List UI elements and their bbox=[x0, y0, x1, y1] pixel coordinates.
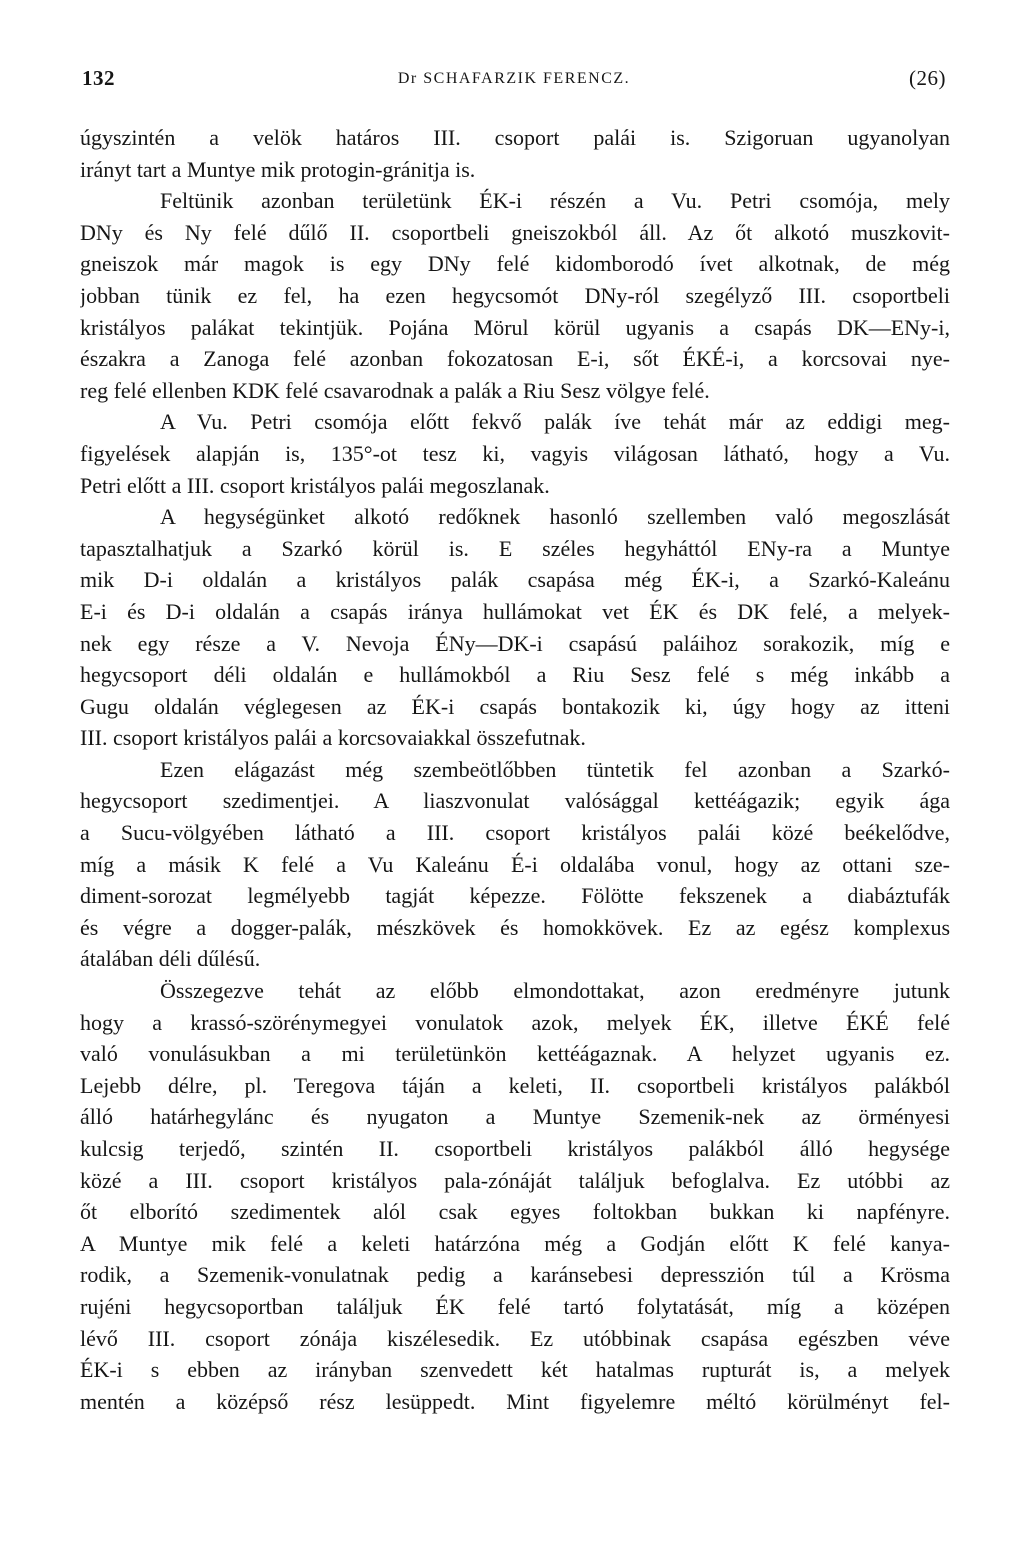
text-line: kristályos palákat tekintjük. Pojána Mörul körül ugyanis a csapás DK—ENy-i, bbox=[80, 314, 950, 340]
text-line: a Sucu-völgyében látható a III. csoport kristályos palái közé beékelődve, bbox=[80, 820, 950, 846]
text-line: jobban tünik ez fel, ha ezen hegycsomót DNy-ról szegélyző III. csoportbeli bbox=[80, 282, 950, 308]
text-line: mik D-i oldalán a kristályos palák csapása még ÉK-i, a Szarkó-Kaleánu bbox=[80, 567, 950, 593]
text-line: A Muntye mik felé a keleti határzóna még a Godján előtt K felé kanya- bbox=[80, 1230, 950, 1256]
text-line: álló határhegylánc és nyugaton a Muntye Szemenik-nek az örményesi bbox=[80, 1104, 950, 1130]
text-line: Feltünik azonban területünk ÉK-i részén a Vu. Petri csomója, mely bbox=[160, 188, 950, 214]
text-line: hegycsoport szedimentjei. A liaszvonulat valósággal kettéágazik; egyik ága bbox=[80, 788, 950, 814]
page-number: 132 bbox=[82, 66, 115, 90]
text-line: reg felé ellenben KDK felé csavarodnak a palák a Riu Sesz völgye felé. bbox=[80, 377, 710, 403]
text-line: Ezen elágazást még szembeötlőbben tüntetik fel azonban a Szarkó- bbox=[160, 756, 950, 782]
text-line: Gugu oldalán véglegesen az ÉK-i csapás bontakozik ki, úgy hogy az itteni bbox=[80, 693, 950, 719]
text-line: Petri előtt a III. csoport kristályos palái megoszlanak. bbox=[80, 472, 550, 498]
text-line: Lejebb délre, pl. Teregova táján a keleti, II. csoportbeli kristályos palákból bbox=[80, 1072, 950, 1098]
text-line: tapasztalhatjuk a Szarkó körül is. E széles hegyháttól ENy-ra a Muntye bbox=[80, 535, 950, 561]
text-line: E-i és D-i oldalán a csapás iránya hullámokat vet ÉK és DK felé, a melyek- bbox=[80, 598, 950, 624]
text-line: közé a III. csoport kristályos pala-zónáját találjuk befoglalva. Ez utóbbi az bbox=[80, 1167, 950, 1193]
text-line: rujéni hegycsoportban találjuk ÉK felé tartó folytatását, míg a középen bbox=[80, 1293, 950, 1319]
text-line: hogy a krassó-szörénymegyei vonulatok azok, melyek ÉK, illetve ÉKÉ felé bbox=[80, 1009, 950, 1035]
text-line: figyelések alapján is, 135°-ot tesz ki, vagyis világosan látható, hogy a Vu. bbox=[80, 440, 950, 466]
text-line: míg a másik K felé a Vu Kaleánu É-i oldalába vonul, hogy az ottani sze- bbox=[80, 851, 950, 877]
text-line: átalában déli dűlésű. bbox=[80, 946, 261, 972]
text-line: ÉK-i s ebben az irányban szenvedett két hatalmas rupturát is, a melyek bbox=[80, 1357, 950, 1383]
text-line: nek egy része a V. Nevoja ÉNy—DK-i csapású paláihoz sorakozik, míg e bbox=[80, 630, 950, 656]
text-line: A hegységünket alkotó redőknek hasonló szellemben való megoszlását bbox=[160, 504, 950, 530]
text-line: hegycsoport déli oldalán e hullámokból a Riu Sesz felé s még inkább a bbox=[80, 662, 950, 688]
text-line: Összegezve tehát az előbb elmondottakat, azon eredményre jutunk bbox=[160, 978, 950, 1004]
text-line: rodik, a Szemenik-vonulatnak pedig a karánsebesi depresszión túl a Krösma bbox=[80, 1262, 950, 1288]
text-line: gneiszok már magok is egy DNy felé kidomborodó ívet alkotnak, de még bbox=[80, 251, 950, 277]
text-line: való vonulásukban a mi területünkön kettéágaznak. A helyzet ugyanis ez. bbox=[80, 1041, 950, 1067]
section-number: (26) bbox=[909, 66, 946, 90]
running-header bbox=[82, 56, 946, 96]
text-line: lévő III. csoport zónája kiszélesedik. Ez utóbbinak csapása egészben véve bbox=[80, 1325, 950, 1351]
text-line: kulcsig terjedő, szintén II. csoportbeli kristályos palákból álló hegysége bbox=[80, 1136, 950, 1161]
text-line: és végre a dogger-palák, mészkövek és homokkövek. Ez az egész komplexus bbox=[80, 914, 950, 940]
text-line: úgyszintén a velök határos III. csoport palái is. Szigoruan ugyanolyan bbox=[80, 125, 950, 150]
text-line: III. csoport kristályos palái a korcsovaiakkal összefutnak. bbox=[80, 725, 586, 751]
text-line: DNy és Ny felé dűlő II. csoportbeli gneiszokból áll. Az őt alkotó muszkovit- bbox=[80, 219, 950, 245]
text-line: irányt tart a Muntye mik protogin-gránitja is. bbox=[80, 156, 476, 182]
text-line: mentén a középső rész lesüppedt. Mint figyelemre méltó körülményt fel- bbox=[80, 1388, 950, 1414]
text-line: A Vu. Petri csomója előtt fekvő palák íve tehát már az eddigi meg- bbox=[160, 409, 950, 435]
running-head-author: Dr SCHAFARZIK FERENCZ. bbox=[397, 70, 631, 87]
body-text bbox=[80, 122, 950, 1417]
text-line: északra a Zanoga felé azonban fokozatosan E-i, sőt ÉKÉ-i, a korcsovai nye- bbox=[80, 346, 950, 372]
text-line: őt elborító szedimentek alól csak egyes foltokban bukkan ki napfényre. bbox=[80, 1199, 950, 1225]
text-line: diment-sorozat legmélyebb tagját képezze. Fölötte fekszenek a diabáztufák bbox=[80, 883, 950, 909]
